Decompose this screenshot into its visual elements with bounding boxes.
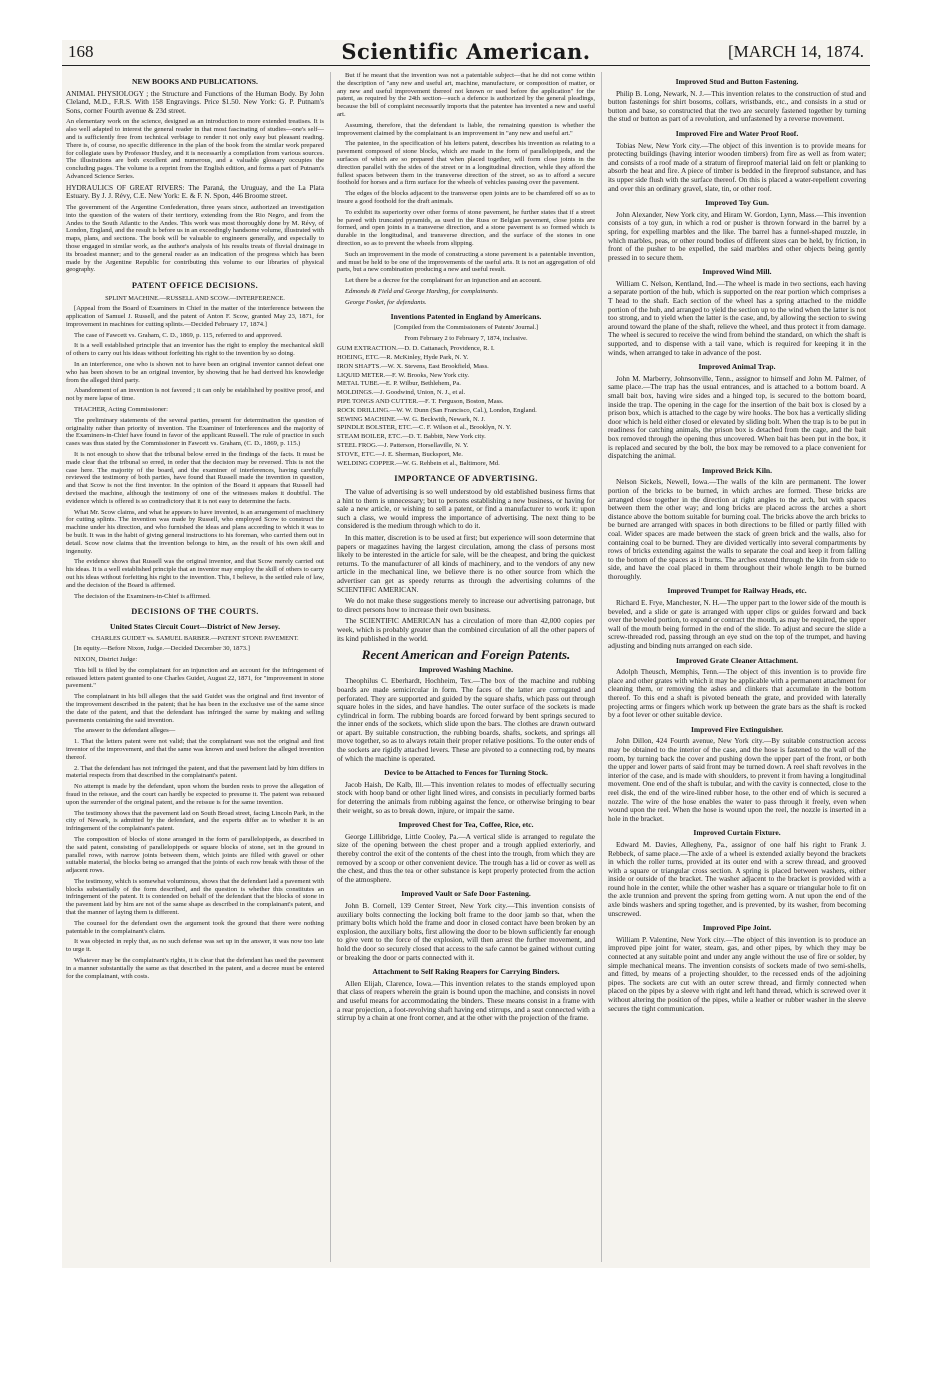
article-body: Jacob Haish, De Kalb, Ill.—This invention relates to modes of effectually securing stock with hoop band or other light lined wires, and consists in peculiarly formed barbs for deterring the animals from rubbing against the fence, or otherwise bringing to bear their weight, so as to break down, injure, or impair the same.	[337, 779, 595, 815]
column-2	[337, 72, 595, 1264]
article-body: Richard E. Frye, Manchester, N. H.—The upper part to the lower side of the mouth is beveled, and a slide or gate is arranged with upper clips or guides forward and back over the beveled portion, to expand or contract the mouth, as may be required, the upper wall of the mouth being formed in the end of the slide. To adjust and secure the slide a screw-threaded rod, passing through an eye stud on the top of the trumpet, and having adjusting and binding nuts arranged on each side.	[608, 598, 866, 651]
section-subheading: [Compiled from the Commissioners of Patents' Journal.]	[393, 324, 539, 332]
paragraph: The complainant in his bill alleges that the said Guidet was the original and first inventor of the improvement described in the patent; that he has been in the exclusive use of the same since the date of the patent, and that the defendant has infringed the same by making and selling pavements containing the said invention.	[66, 693, 324, 724]
invention-item: STEEL FROG.—J. Patterson, Horsellaville, N. Y.	[337, 442, 469, 450]
counsel-line: Edmonds & Field and George Harding, for complainants.	[345, 287, 499, 295]
invention-item: STEAM BOILER, ETC.—D. T. Babbitt, New York city.	[337, 433, 486, 441]
column-divider	[601, 72, 602, 1262]
section-heading: PATENT OFFICE DECISIONS.	[131, 281, 259, 291]
date-range: From February 2 to February 7, 1874, inclusive.	[404, 334, 528, 342]
invention-item: STOVE, ETC.—J. E. Sherman, Bucksport, Me.	[337, 450, 463, 458]
article-body: John Dillon, 424 Fourth avenue, New York city.—By suitable construction access may be obtained to the interior of the case, and the hose is fastened to the wall of the room, by turning back the cover and pushing down the upper part of the front, or both the upper and lower parts of said front may be turned down. A reel shaft revolves in the interior of the case, and is made with shoulders, to prevent it from having a longitudinal movement. One end of the shaft is tubular, and with the cavity is connected, close to the reel disk, the end of the wire-lined rubber hose, to the other end of which is secured a nozzle. The wire of the hose enables the water to pass through it freely, even when wound upon the reel. When the hose is wound upon the reel, the nozzle is inserted in a hole in the bracket.	[608, 736, 866, 823]
paragraph: The answer to the defendant alleges—	[74, 727, 176, 735]
court-heading: United States Circuit Court---District of New Jersey.	[109, 621, 281, 631]
paragraph: The preliminary statements of the several parties, present for determination the question of originality rather than priority of invention. The Examiner of Interferences and the majority of the Examiners-in-Chief have found in favor of the applicant Russell. The rule of practice in such cases was thus stated by the Commissioner in Fawcett vs. Graham, (C. D., 1869, p. 115.)	[66, 416, 324, 448]
column-divider	[330, 72, 331, 1262]
article-body: Nelson Sickels, Newell, Iowa.—The walls of the kiln are permanent. The lower portion of the bricks to be burned, in which arches are formed. These bricks are arranged close together in the direction at right angles to the arch, but with spaces between them the other way; and long bricks are placed across the arches a short distance above the bottom suitable for burning coal. The bricks above the arch bricks to be burned are arranged with spaces in both directions to be filled or partly filled with coal. Wider spaces are made between the stack of green brick and the walls, also for containing coal to be burned. They are divided vertically into several compartments by rows of bricks extending against the walls to separate the coal and keep it from falling to the bottom of the spaces as it burns. The arches extend through the kiln from side to side, and have the coal placed in them throughout their whole length to be burned thoroughly.	[608, 477, 866, 581]
article-body: John B. Cornell, 139 Center Street, New York city.—This invention consists of auxiliary bolts connecting the locking bolt frame to the door jamb so that, when the primary bolts which hold the frame and door in closed contact have been broken by an explosion, the auxiliary bolts, first allowing the door to be blown sufficiently far enough to give vent to the force of the explosion, will then arrest the further movement, and hold the door so securely closed that access to the safe cannot be gained without cutting or breaking the door or parts connected with it.	[337, 900, 595, 962]
article-title: Improved Vault or Safe Door Fastening.	[401, 889, 531, 899]
book-review: The government of the Argentine Confederation, three years since, authorized an investigation into the question of the waters of their territory, extending from the Rio Negro, and from the Andes to the South Atlantic to the Andes. This work was most thoroughly done by M. Révy, of London, England, and the result is before us in an exceedingly handsome volume, illustrated with maps, plans, and sections. The book will be valuable to engineers generally, and especially to those engaged in similar work, as the author's analysis of his results treats of fluvial drainage in its broadest manner; and to the general reader as an indication of the progress which has been made by the Argentine Republic for contributing this volume to our libraries of physical geography.	[66, 203, 324, 274]
paragraph: In this matter, discretion is to be used at first; but experience will soon determine that papers or magazines having the largest circulation, among the class of persons most likely to be interested in the article for sale, will be the cheapest, and bring the quickest returns. To the manufacturer of all kinds of machinery, and to the vendors of any new article in the mechanical line, we believe there is no other source from which the advertiser can get as speedy returns as through the advertising columns of the SCIENTIFIC AMERICAN.	[337, 533, 595, 594]
paragraph: Abandonment of an invention is not favored ; it can only be established by positive proof, and not by mere lapse of time.	[66, 387, 324, 403]
article-body: Philip B. Long, Newark, N. J.—This invention relates to the construction of stud and button fastenings for shirt bosoms, collars, wristbands, etc., and consists in a stud or button and base, so constructed that the two are securely fastened together by turning the stud or button as part of a revolution, and unfastened by a reverse movement.	[608, 88, 866, 124]
paragraph: But if he meant that the invention was not a patentable subject—that he did not come within the description of "any new and useful art, machine, manufacture, or composition of matter, or any new and useful improvement thereof not known or used before the application" for the patent, as required by the 24th section—such a defence is authorized by the general pleadings, because the bill of complaint necessarily imports that the patentee has invented a new and useful art.	[337, 72, 595, 118]
article-title: Improved Pipe Joint.	[702, 923, 772, 933]
paragraph: The patentee, in the specification of his letters patent, describes his invention as relating to a pavement composed of stone blocks, which are made in the form of parallelopipeds, and the surfaces of which are so prepared that when placed together, will form close joints in the direction parallel with the sides of the street or in a longitudinal direction, while they afford the fullest spaces between them in the transverse direction of the street, so as to afford a secure foothold for horses and a firm surface for the wheels of vehicles passing over the pavement.	[337, 140, 595, 187]
paragraph: 2. That the defendant has not infringed the patent, and that the pavement laid by him differs in material respects from that described in the complainant's patent.	[66, 764, 324, 780]
paragraph: Let there be a decree for the complainant for an injunction and an account.	[345, 277, 542, 285]
invention-item: MOLDINGS.—J. Goodwind, Union, N. J., et al.	[337, 389, 466, 397]
article-title: Improved Trumpet for Railway Heads, etc.	[667, 586, 807, 596]
paragraph: The testimony, which is somewhat voluminous, shows that the defendant laid a pavement with blocks substantially of the form described, and the question is whether this constitutes an infringement of the patent. It is contended on behalf of the defendant that the blocks of stone in the pavement laid by him are not of the same shape as described in the complainant's patent, and that the manner of laying them is different.	[66, 877, 324, 917]
paragraph: The SCIENTIFIC AMERICAN has a circulation of more than 42,000 copies per week, which is probably greater than the combined circulation of all the other papers of its kind published in the world.	[337, 616, 595, 643]
section-heading: Recent American and Foreign Patents.	[361, 647, 571, 663]
paragraph: The case of Fawcett vs. Graham, C. D., 1869, p. 115, referred to and approved.	[74, 331, 283, 339]
invention-item: PIPE TONGS AND CUTTER.—F. T. Ferguson, Boston, Mass.	[337, 398, 504, 406]
article-body: John Alexander, New York city, and Hiram W. Gordon, Lynn, Mass.—This invention consists of a toy gun, in which a rod or pusher is thrown forward in the barrel by a spring, for expelling marbles and the like. The barrel has a funnel-shaped muzzle, in which marbles, peas, or other round bodies of different sizes can be held, by friction, in front of the pusher to be expelled, the said marbles and other objects being gently pressed in to secure them.	[608, 209, 866, 262]
article-title: Improved Washing Machine.	[418, 664, 514, 674]
article-title: Improved Grate Cleaner Attachment.	[675, 655, 799, 665]
book-review: An elementary work on the science, designed as an introduction to more extended treatises. It is also well adapted to interest the general reader in that most fascinating of studies—one's self—and is sufficiently free from technical verbiage to render it not only easy but pleasant reading. There is, of course, no specific difference in the plan of the book from the similar work prepared for collegiate uses by Professor Huxley, and it is necessarily a compilation from various sources. The illustrations are both excellent and numerous, and a valuable glossary occupies the concluding pages. The volume is a reprint from the English edition, and forms a part of Putnam's Advanced Science Series.	[66, 118, 324, 180]
section-heading: IMPORTANCE OF ADVERTISING.	[394, 474, 538, 484]
masthead-title: Scientific American.	[341, 39, 591, 64]
article-body: William P. Valentine, New York city.—The object of this invention is to produce an improved pipe joint for water, steam, gas, and other pipes, by which they may be connected at any suitable point and under any angle without the use of fire or solder, by simple mechanical means. The invention consists of sockets made of two semi-shells, and fitted, by means of a projecting shoulder, to the recessed ends of the adjoining pipes. The sockets are cut with an outer screw thread, and firmly connected when placed on the pipes by a sleeve with right and left hand thread, which is screwed over it without altering the position of the pipes, while a leather or rubber washer in the sleeve secures the tight communication.	[608, 934, 866, 1013]
article-title: Improved Brick Kiln.	[701, 465, 773, 475]
article-title: Improved Curtain Fixture.	[693, 828, 781, 838]
article-body: Adolph Theusch, Memphis, Tenn.—The object of this invention is to provide fire place and other grates with which it may be applicable with a permanent attachment for cleaning them, or removing the ashes and clinkers that accumulate in the bottom thereof. To this end a shaft is pivoted beneath the grate, and provided with laterally projecting arms or fingers which work up between the grate bars as the shaft is rocked by a foot lever or other suitable device.	[608, 667, 866, 720]
paragraph: 1. That the letters patent were not valid; that the complainant was not the original and first inventor of the improvement, and that the same was known and used before the alleged invention thereof.	[66, 738, 324, 761]
paragraph: The evidence shows that Russell was the original inventor, and that Scow merely carried out his ideas. It is a well established principle that an inventor may employ the skill of others to carry out his ideas without forfeiting his right to the invention. This, I believe, is the settled rule of law, and the decision of the Board is affirmed.	[66, 558, 324, 589]
article-body: George Lillibridge, Little Cooley, Pa.—A vertical slide is arranged to regulate the size of the opening between the chest proper and a trough applied exteriorly, and thereby control the exit of the contents of the chest into the trough, from which they are removed by a scoop or other convenient device. The trough has a lid or cover as well as the chest, and thus the tea or other substance is kept properly protected from the action of the atmosphere.	[337, 831, 595, 884]
paragraph: To exhibit its superiority over other forms of stone pavement, he further states that if a street be paved with truncated pyramids, as used in the Russ or Belgian pavement, close joints are formed, and open joints in a transverse direction, and a stone pavement is so formed which is durable in the longitudinal, and transverse direction, and the surface of the stones in one direction, so as to prevent the wheels from slipping.	[337, 208, 595, 247]
section-heading: NEW BOOKS AND PUBLICATIONS.	[132, 77, 258, 86]
article-title: Attachment to Self Raking Reapers for Carrying Binders.	[372, 967, 560, 977]
paragraph: In an interference, one who is shown not to have been an original inventor cannot defeat one who has been shown to be an original inventor, by showing that he had derived his knowledge from the alleged third party.	[66, 361, 324, 384]
invention-item: LIQUID METER.—F. W. Brooks, New York city.	[337, 371, 470, 379]
paragraph: The composition of blocks of stone arranged in the form of parallelopipeds, as described in the said patent, consisting of parallelopipeds or square blocks of stone, set in the ground in parallel rows, with narrow joints between them, which joints are filled with gravel or other suitable material, the blocks being so arranged that the joints of each row break with those of the adjacent rows.	[66, 835, 324, 875]
paragraph: The value of advertising is so well understood by old established business firms that a hint to them is unnecessary; but to persons establishing a new business, or having for sale a new article, or wishing to sell a patent, or find a manufacturer to work it: upon such a class, we would impress the importance of advertising. The next thing to be considered is the medium through which to do it.	[337, 487, 595, 531]
paragraph: Such an improvement in the mode of constructing a stone pavement is a patentable invention, and must be held to be one of the improvements of the useful arts. It is not an aggregation of old parts, but a new combination producing a new and useful result.	[337, 250, 595, 274]
article-title: Improved Stud and Button Fastening.	[675, 77, 799, 86]
invention-item: SPINDLE BOLSTER, ETC.—C. F. Wilson et al., Brooklyn, N. Y.	[337, 424, 512, 432]
book-entry: ANIMAL PHYSIOLOGY ; the Structure and Functions of the Human Body. By John Cleland, M.D., F.R.S. With 158 Engravings. Price $1.50. New York: G. P. Putnam's Sons, corner Fourth avenue & 23d street.	[66, 88, 324, 115]
case-caption: CHARLES GUIDET vs. SAMUEL BARBER.—PATENT STONE PAVEMENT.	[91, 634, 299, 642]
counsel-line: George Fosket, for defendants.	[345, 298, 427, 306]
section-heading: DECISIONS OF THE COURTS.	[131, 607, 259, 617]
recent-patents-list	[337, 666, 595, 1023]
article-title: Device to be Attached to Fences for Turning Stock.	[384, 768, 548, 778]
paragraph: [Appeal from the Board of Examiners in Chief in the matter of the interference between the application of Samuel J. Russell, and the patent of Anton F. Scow, granted May 23, 1871, for improvement in machines for cutting splints.—Decided February 17, 1874.]	[66, 305, 324, 328]
paragraph: We do not make these suggestions merely to increase our advertising patronage, but to direct persons how to increase their own business.	[337, 596, 595, 614]
article-title: Improved Animal Trap.	[698, 362, 776, 372]
paragraph: The counsel for the defendant own the argument took the ground that there were nothing patentable in the complainant's claim.	[66, 919, 324, 935]
paragraph: Assuming, therefore, that the defendant is liable, the remaining question is whether the improvement claimed by the complainant is an improvement in "any new and useful art."	[337, 121, 595, 137]
paragraph: No attempt is made by the defendant, upon whom the burden rests to prove the allegation of fraud in the reissue, and the court can hardly be expected to presume it. The patent was reissued upon the surrender of the original patent, and the reissue is for the same invention.	[66, 783, 324, 806]
invention-item: HOEING, ETC.—R. McKinley, Hyde Park, N. Y.	[337, 354, 469, 362]
paragraph: It is a well established principle that an inventor has the right to employ the mechanical skill of others to carry out his ideas without forfeiting his right to the invention by so doing.	[66, 342, 324, 358]
patents-list	[608, 78, 866, 1013]
column-1	[66, 72, 324, 1264]
paragraph: This bill is filed by the complainant for an injunction and an account for the infringement of reissued letters patent granted to one Charles Guidet, August 22, 1871, for "improvement in stone pavement."	[66, 666, 324, 690]
page-number: 168	[68, 42, 94, 61]
issue-date: [MARCH 14, 1874.	[727, 42, 864, 61]
paragraph: THACHER, Acting Commissioner:	[74, 406, 168, 414]
article-title: Improved Chest for Tea, Coffee, Rice, etc.	[398, 820, 534, 830]
paragraph: It is not enough to show that the tribunal below erred in the findings of the facts. It must be made clear that the tribunal so erred, in order that the decision may be reversed. This is not the case here. The majority of the board, and the examiner of interferences, having carefully reviewed the testimony of both parties, have found that Russell made the invention in question, and that Scow is not the first inventor. In the opinion of the Board it appears that Russell had devised the machine, although the testimony of one of the witnesses makes it doubtful. The evidence which is offered is so contradictory that it is not easy to determine the facts.	[66, 451, 324, 505]
invention-item: IRON SHAFTS.—W. X. Stevens, East Brookfield, Mass.	[337, 362, 489, 370]
invention-item: WELDING COPPER.—W. G. Rehbein et al., Baltimore, Md.	[337, 459, 500, 467]
section-heading: Inventions Patented in England by Americans.	[390, 311, 542, 321]
paragraph: The testimony shows that the pavement laid on South Broad street, facing Lincoln Park, in the city of Newark, is admitted by the defendant, and the experts differ as to whether it is an infringement of the complainant's patent.	[66, 809, 324, 833]
article-body: John M. Marberry, Johnsonville, Tenn., assignor to himself and John M. Palmer, of same place.—The trap has the usual entrances, and is attached to a bottom board. A small bait box, having wire sides and a hinged top, is secured to the bottom board, inside the trap. The opening in the cage for the insertion of the bait box is closed by a prison box, which is attached to the cage by wire hooks. The box has a vertically sliding door which is held either closed or elevated by sliding bolt. When the trap is to be put in readiness for catching animals, the prison box is detached from the cage, and the bait box removed through the opening thus uncovered. When bait has been put in the box, it is replaced and secured by the bolt, the box may be removed to a place convenient for dispatching the animal.	[608, 373, 866, 461]
invention-item: METAL TUBE.—E. P. Wilbur, Bethlehem, Pa.	[337, 380, 461, 388]
article-body: Edward M. Davies, Allegheny, Pa., assignor of one half his right to Frank J. Rebbeck, of same place.—The axle of a wheel is extended axially beyond the brackets in which the roller turns, provided at its outer end with a screw thread, and grooved with a square or triangular cross section. A spring is placed between washers, either inside or outside of the bracket. The washer adjacent to the bracket is provided with a round hole in the center, while the other washer has a square or triangular hole to fit on the axle trunnion and prevent the spring from getting worn. A nut upon the end of the axle binds washers and spring together, and is prevented, by its washer, from becoming unscrewed.	[608, 839, 866, 918]
article-title: Improved Toy Gun.	[705, 198, 769, 208]
inventions-list	[337, 345, 595, 467]
article-title: Improved Fire and Water Proof Roof.	[675, 128, 799, 138]
paragraph: Whatever may be the complainant's rights, it is clear that the defendant has used the pavement in a manner substantially the same as that described in the patent, and a decree must be entered for the complainant, with costs.	[66, 957, 324, 980]
article-title: Improved Fire Extinguisher.	[690, 724, 784, 734]
page-header	[62, 40, 870, 64]
paragraph: It was objected in reply that, as no such defense was set up in the answer, it was now too late to urge it.	[66, 938, 324, 954]
invention-item: ROCK DRILLING.—W. W. Dunn (San Francisco, Cal.), London, England.	[337, 406, 537, 414]
article-title: Improved Wind Mill.	[702, 267, 772, 277]
column-3	[608, 72, 866, 1264]
article-body: Theophilus C. Eberhardt, Hochheim, Tex.—The box of the machine and rubbing boards are made semicircular in form. The faces of the latter are corrugated and perforated. They are supported and guided by the square shafts, which pass out through square holes in the sides, and have handles. The outer surface of the sockets is made cylindrical in form. The rubbing boards are forced forward by bent springs secured to the inner ends of the sockets, which slide upon the bars. The clothes are drawn outward or apart. By suitable construction, the rubbing boards, shafts, sockets, and springs all move together, so as to always retain their proper relative positions. To the outer ends of the sockets are rigidly attached levers. These are pivoted to a connecting rod, by means of which the machine is operated.	[337, 676, 595, 763]
article-body: William C. Nelson, Kentland, Ind.—The wheel is made in two sections, each having a separate portion of the hub, which is supported on the rear portion which comprises a T head to the shaft. Each section of the wheel has a spring attached to the middle portion of the hub, and arranged to yield the section up to the wind when the latter is not too strong, and to yield when the latter is the case, and, by allowing the section to swing around toward the plane of the shaft, relieve the wheel, and thus protect it from damage. The wheel is secured to receive the wind from behind the standard, on which the shaft is supported, and to dispense with a tail vane, which is required for keeping it in the winds, when arranged to take in advance of the post.	[608, 278, 866, 357]
book-entry: HYDRAULICS OF GREAT RIVERS: The Paraná, the Uruguay, and the La Plata Estuary. By J. J. Révy, C.E. New York: E. & F. N. Spon, 446 Broome street.	[66, 182, 324, 201]
invention-item: SEWING MACHINE.—W. G. Beckwith, Newark, N. J.	[337, 415, 486, 423]
paragraph: The decision of the Examiners-in-Chief is affirmed.	[74, 592, 211, 600]
paragraph: [In equity.—Before Nixon, Judge.—Decided December 30, 1873.]	[74, 645, 250, 653]
paragraph: What Mr. Scow claims, and what he appears to have invented, is an arrangement of machinery for cutting splints. The invention was made by Russell, who employed Scow to construct the machine under his direction, and who furnished the ideas and plans according to which it was to be built. It was in the habit of giving general instructions to his foreman, who carried them out in detail. Scow now claims that the invention belongs to him, as the result of his own skill and ingenuity.	[66, 508, 324, 555]
paragraph: NIXON, District Judge:	[74, 655, 138, 663]
invention-item: GUM EXTRACTION.—D. D. Cattanach, Providence, R. I.	[337, 345, 495, 353]
article-body: Tobias New, New York city.—The object of this invention is to provide means for protecting buildings (having interior wooden timbers) from fire as well as from water; and consists of a roof made of a stratum of fireproof material laid on felt or planking to absorb the heat and fire. A piece of timber is bedded in the fireproof substance, and has its upper side flush with the surface thereof. On this is placed a water-repellent covering and over this an ordinary gravel, slate, tin, or other roof.	[608, 140, 866, 193]
paragraph: The edges of the blocks adjacent to the transverse open joints are to be chamfered off so as to insure a good foothold for the draft animals.	[337, 190, 595, 205]
case-caption: SPLINT MACHINE.—RUSSELL AND SCOW.—INTERFERENCE.	[105, 294, 285, 302]
newspaper-page	[62, 40, 870, 1268]
article-body: Allen Elijah, Clarence, Iowa.—This invention relates to the stands employed upon that class of reapers wherein the grain is bound upon the machine, and consists in novel and useful means for accommodating the binders. These means consist in a frame with a rear projection, a foot-revolving shaft having end stirrups, and a seat connected with a stirrup by a chain at one front corner, and at the other with the projection of the frame.	[337, 978, 595, 1023]
header-rule	[62, 65, 870, 66]
